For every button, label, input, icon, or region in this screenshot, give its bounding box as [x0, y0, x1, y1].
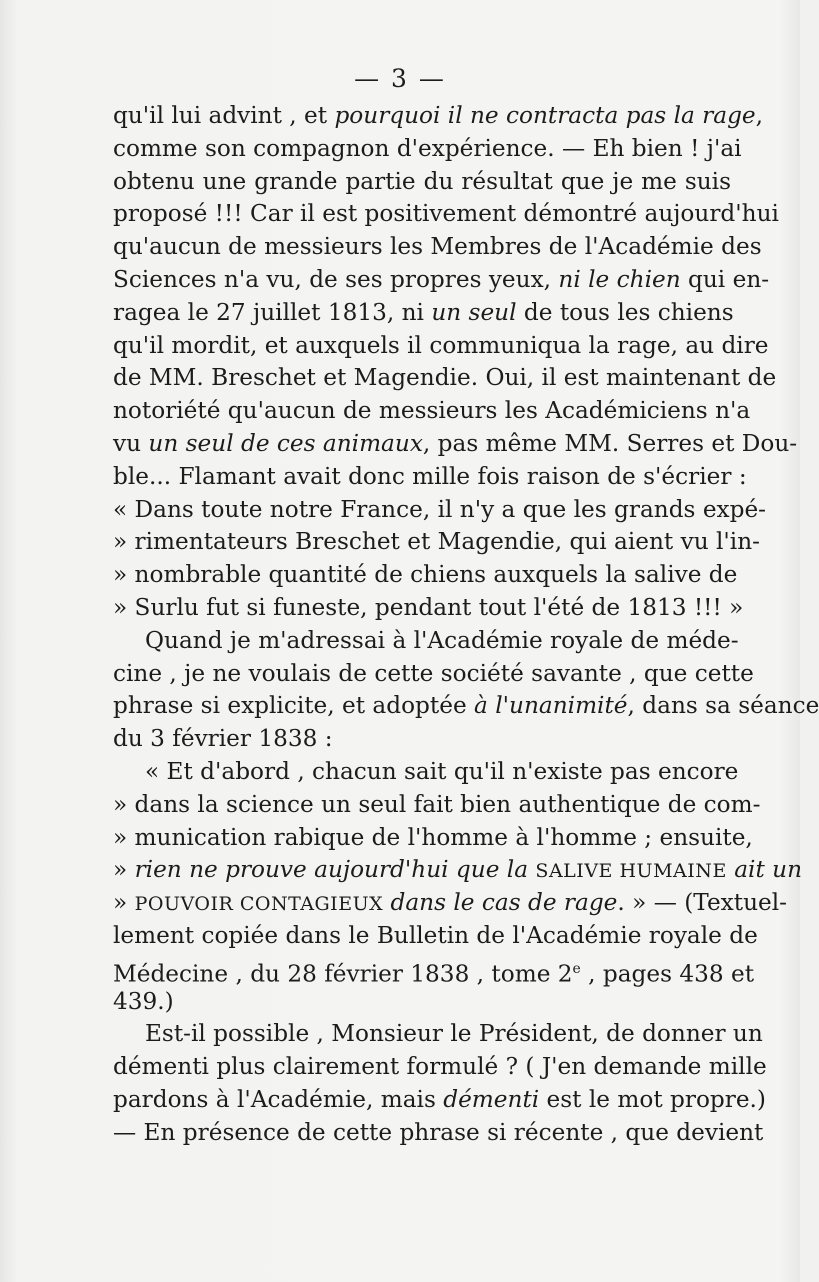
quotation	[113, 756, 802, 1018]
text-line: vu un seul de ces animaux, pas même MM. Serres et Dou-	[113, 429, 798, 457]
text-line: qu'il lui advint , et pourquoi il ne contracta pas la rage,	[113, 102, 764, 129]
quote-line: « Dans toute notre France, il n'y a que les grands expé-	[113, 495, 767, 523]
paragraph	[113, 100, 798, 625]
text-line: comme son compagnon d'expérience. — Eh bien ! j'ai	[113, 134, 742, 162]
text-line: phrase si explicite, et adoptée à l'unanimité, dans sa séance	[113, 692, 819, 720]
quote-line: » nombrable quantité de chiens auxquels la salive de	[113, 561, 738, 589]
text-line: de MM. Breschet et Magendie. Oui, il est maintenant de	[113, 364, 777, 392]
text-line: lement copiée dans le Bulletin de l'Académie royale de	[113, 921, 758, 949]
paragraph	[113, 1018, 767, 1149]
text-line: ble... Flamant avait donc mille fois raison de s'écrier :	[113, 462, 747, 490]
body-text	[113, 100, 819, 1150]
text-line: obtenu une grande partie du résultat que je me suis	[113, 167, 731, 195]
text-line: cine , je ne voulais de cette société savante , que cette	[113, 659, 754, 687]
text-line: ragea le 27 juillet 1813, ni un seul de tous les chiens	[113, 298, 734, 326]
quote-line: » rimentateurs Breschet et Magendie, qui aient vu l'in-	[113, 528, 760, 556]
paragraph	[113, 625, 819, 756]
text-line: du 3 février 1838 :	[113, 725, 333, 753]
text-line: Quand je m'adressai à l'Académie royale de méde-	[145, 626, 739, 654]
text-line: 439.)	[113, 987, 174, 1015]
quote-line: » Surlu fut si funeste, pendant tout l'été de 1813 !!! »	[113, 593, 744, 621]
quote-line: » POUVOIR CONTAGIEUX dans le cas de rage. » — (Textuel-	[113, 889, 787, 917]
text-line: Médecine , du 28 février 1838 , tome 2e , pages 438 et	[113, 960, 755, 988]
quote-line: « Et d'abord , chacun sait qu'il n'existe pas encore	[145, 757, 739, 785]
text-line: démenti plus clairement formulé ? ( J'en demande mille	[113, 1053, 767, 1081]
quote-line: » munication rabique de l'homme à l'homme ; ensuite,	[113, 823, 753, 851]
quote-line: » dans la science un seul fait bien authentique de com-	[113, 790, 761, 818]
text-line: — En présence de cette phrase si récente , que devient	[113, 1118, 764, 1146]
text-line: Est-il possible , Monsieur le Président, de donner un	[145, 1020, 763, 1048]
text-line: proposé !!! Car il est positivement démontré aujourd'hui	[113, 200, 779, 228]
text-line: qu'il mordit, et auxquels il communiqua la rage, au dire	[113, 331, 769, 359]
page-number: — 3 —	[354, 64, 446, 93]
text-line: notoriété qu'aucun de messieurs les Académiciens n'a	[113, 397, 751, 425]
quote-line: » rien ne prouve aujourd'hui que la SALIVE HUMAINE ait un	[113, 856, 802, 884]
text-line: pardons à l'Académie, mais démenti est le mot propre.)	[113, 1085, 766, 1113]
text-line: Sciences n'a vu, de ses propres yeux, ni le chien qui en-	[113, 265, 770, 293]
text-line: qu'aucun de messieurs les Membres de l'Académie des	[113, 233, 762, 261]
